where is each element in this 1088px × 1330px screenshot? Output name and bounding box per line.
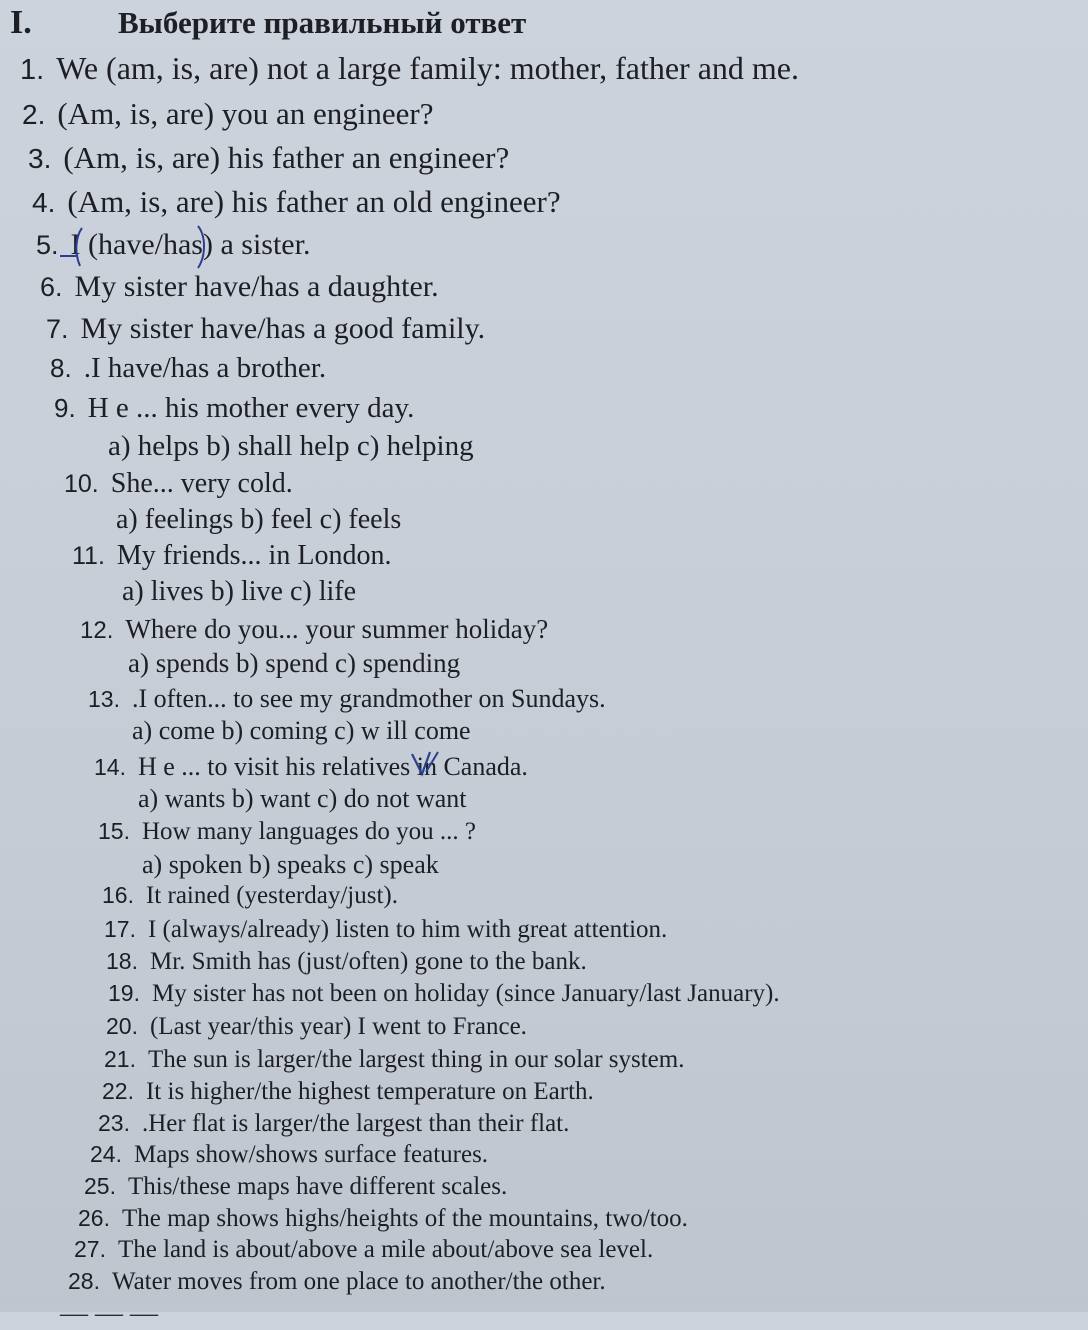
section-heading	[10, 4, 526, 42]
exercise-item	[74, 1236, 653, 1264]
item-text: (Am, is, are) you an engineer?	[57, 96, 434, 131]
item-text: a) come b) coming c) w ill come	[132, 716, 471, 745]
item-text: The map shows highs/heights of the mountains, two/too.	[121, 1205, 688, 1232]
item-number: 11.	[72, 542, 105, 570]
item-text: (Last year/this year) I went to France.	[149, 1013, 527, 1040]
item-text: a) wants b) want c) do not want	[138, 784, 467, 813]
exercise-item	[106, 1013, 527, 1041]
item-number: 10.	[64, 470, 99, 498]
item-number: 22.	[102, 1078, 134, 1104]
exercise-item	[104, 1046, 684, 1074]
item-number: 6.	[40, 272, 63, 302]
item-text: a) helps b) shall help c) helping	[108, 430, 474, 462]
item-text: The land is about/above a mile about/above sea level.	[117, 1236, 654, 1263]
item-number: 20.	[106, 1013, 138, 1039]
exercise-item	[28, 140, 509, 176]
exercise-item	[94, 752, 528, 782]
item-text: I (always/already) listen to him with great attention.	[147, 916, 668, 943]
item-number: 19.	[108, 980, 140, 1006]
pen-check-mark	[408, 748, 448, 778]
exercise-item	[98, 818, 476, 846]
item-text: .I often... to see my grandmother on Sundays.	[131, 684, 606, 713]
item-text: How many languages do you ... ?	[141, 818, 476, 845]
exercise-item	[68, 1268, 606, 1296]
item-number: 8.	[50, 353, 72, 383]
item-number: 28.	[68, 1268, 100, 1294]
item-text: My sister has not been on holiday (since January/last January).	[151, 980, 780, 1007]
item-number: 13.	[88, 686, 120, 712]
item-number: 26.	[78, 1205, 110, 1231]
item-number: 18.	[106, 948, 138, 974]
item-text: We (am, is, are) not a large family: mother, father and me.	[56, 50, 799, 86]
exercise-item	[84, 1173, 507, 1201]
section-number: I.	[10, 4, 32, 41]
item-number: 14.	[94, 754, 126, 780]
exercise-item	[32, 184, 561, 220]
exercise-item	[46, 312, 485, 346]
item-number: 2.	[22, 99, 46, 130]
item-number: 15.	[98, 818, 130, 844]
exercise-item	[20, 50, 799, 87]
item-text: .Her flat is larger/the largest than their flat.	[141, 1110, 570, 1137]
item-number: 4.	[32, 187, 56, 218]
item-number: 7.	[46, 314, 69, 344]
answer-options	[128, 648, 460, 679]
exercise-item	[102, 882, 398, 910]
item-text: It is higher/the highest temperature on Earth.	[145, 1078, 594, 1105]
answer-options	[116, 504, 401, 536]
item-text: Mr. Smith has (just/often) gone to the bank.	[149, 948, 587, 975]
exercise-item	[40, 270, 439, 304]
item-text: H e ... his mother every day.	[87, 392, 415, 424]
exercise-item	[50, 352, 326, 385]
answer-options	[108, 430, 474, 463]
item-number: 12.	[80, 617, 114, 644]
item-text: .I have/has a brother.	[83, 352, 327, 384]
item-number: 5.	[36, 230, 59, 260]
item-text: It rained (yesterday/just).	[145, 882, 398, 909]
exercise-item	[64, 468, 293, 500]
item-number: 25.	[84, 1173, 116, 1199]
item-text: This/these maps have different scales.	[127, 1173, 508, 1200]
item-text: (Am, is, are) his father an engineer?	[63, 140, 510, 175]
item-text: My sister have/has a daughter.	[74, 270, 439, 303]
exercise-item	[88, 684, 606, 714]
item-text: a) spoken b) speaks c) speak	[142, 850, 439, 879]
item-text: My sister have/has a good family.	[80, 312, 486, 345]
item-number: 21.	[104, 1046, 136, 1072]
answer-options	[122, 576, 356, 608]
exercise-item	[90, 1141, 488, 1169]
answer-options	[142, 850, 439, 880]
item-number: 16.	[102, 882, 134, 908]
item-number: 3.	[28, 143, 52, 174]
item-number: 17.	[104, 916, 136, 942]
item-text: Where do you... your summer holiday?	[125, 614, 549, 644]
item-number: 1.	[20, 54, 45, 86]
exercise-item	[104, 916, 667, 944]
item-text: a) spends b) spend c) spending	[128, 648, 461, 678]
answer-options	[138, 784, 467, 814]
item-number: 23.	[98, 1110, 130, 1136]
answer-options	[132, 716, 471, 746]
pen-circle-mark	[56, 222, 216, 274]
item-text: I (have/has) a sister.	[70, 228, 311, 261]
exercise-item	[106, 948, 587, 976]
exercise-item	[108, 980, 780, 1008]
item-text: Maps show/shows surface features.	[133, 1141, 489, 1168]
exercise-item	[78, 1205, 688, 1233]
section-title: Выберите правильный ответ	[118, 5, 527, 40]
item-text: H e ... to visit his relatives in Canada.	[137, 752, 528, 781]
exercise-item	[102, 1078, 594, 1106]
item-number: 27.	[74, 1236, 106, 1262]
item-text: She... very cold.	[110, 468, 293, 499]
item-number: 9.	[54, 393, 76, 423]
exercise-item	[72, 540, 391, 572]
item-text: a) feelings b) feel c) feels	[116, 504, 402, 535]
exercise-item	[98, 1110, 569, 1138]
item-text: Water moves from one place to another/the other.	[111, 1268, 606, 1295]
cut-off-line: — — —	[60, 1298, 158, 1329]
item-text: The sun is larger/the largest thing in our solar system.	[147, 1046, 685, 1073]
item-number: 24.	[90, 1141, 122, 1167]
exercise-item	[22, 96, 434, 132]
exercise-item	[54, 392, 414, 425]
exercise-item	[80, 614, 548, 645]
item-text: a) lives b) live c) life	[122, 576, 357, 607]
item-text: My friends... in London.	[116, 540, 392, 571]
item-text: (Am, is, are) his father an old engineer?	[67, 184, 561, 219]
